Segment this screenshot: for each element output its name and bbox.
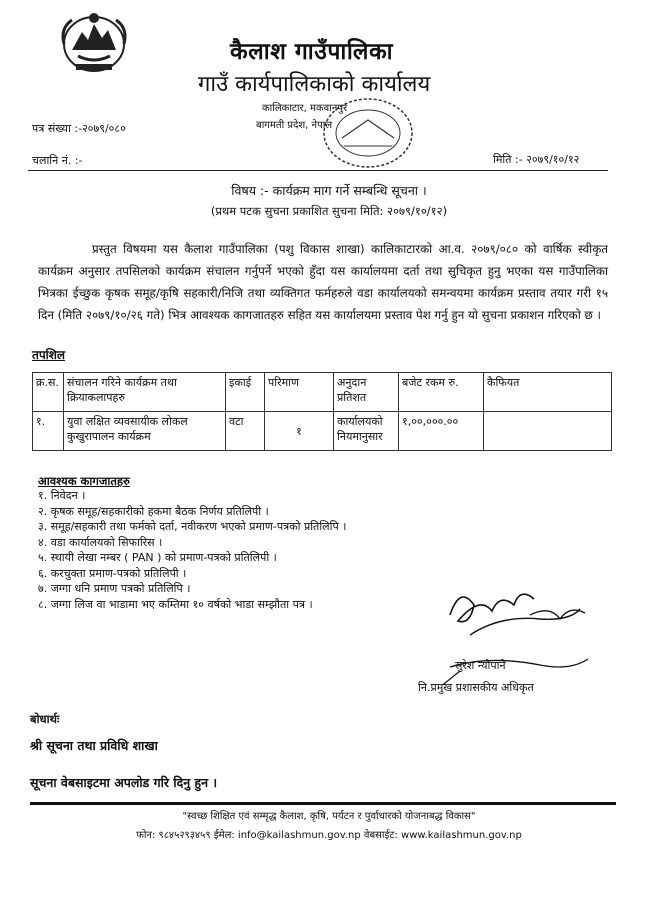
signatory-name: सुरेश न्यौपाने bbox=[455, 659, 506, 672]
distribution-label: बोधार्थः bbox=[30, 712, 60, 726]
table-header: परिमाण bbox=[265, 373, 334, 412]
office-stamp bbox=[320, 94, 416, 172]
distribution-recipient: श्री सूचना तथा प्रविधि शाखा bbox=[30, 738, 158, 753]
documents-title: आवश्यक कागजातहरु bbox=[38, 474, 130, 488]
letter-number: पत्र संख्या :-२०७९/०८० bbox=[32, 122, 126, 135]
table-cell: १. bbox=[33, 412, 64, 451]
header-divider bbox=[28, 170, 608, 171]
table-row bbox=[33, 412, 612, 451]
list-item: १. निवेदन । bbox=[38, 489, 86, 502]
footer-slogan: "स्वच्छ शिक्षित एवं सम्मृद्ध कैलाश, कृषि, पर्यटन र पुर्वाधारको योजनाबद्ध विकास" bbox=[182, 811, 476, 822]
table-header: अनुदान प्रतिशत bbox=[334, 373, 399, 412]
list-item: ३. समूह/सहकारी तथा फर्मको दर्ता, नवीकरण भएको प्रमाण-पत्रको प्रतिलिपि । bbox=[38, 520, 347, 533]
distribution-instruction: सूचना वेबसाइटमा अपलोड गरि दिनु हुन । bbox=[30, 775, 218, 790]
list-item: ७. जग्गा धनि प्रमाण पत्रको प्रतिलिपि । bbox=[38, 582, 191, 595]
list-item: ८. जग्गा लिज वा भाडामा भए कम्तिमा १० वर्षको भाडा सम्झौता पत्र । bbox=[38, 597, 313, 611]
address-line-1: कालिकाटार, मकवानपुर bbox=[262, 103, 348, 114]
list-item: ५. स्थायी लेखा नम्बर ( PAN ) को प्रमाण-पत्रको प्रतिलिपी । bbox=[38, 551, 277, 564]
table-cell: १ bbox=[265, 412, 334, 451]
list-item: ४. वडा कार्यालयको सिफारिस । bbox=[38, 535, 163, 549]
table-cell: १,००,०००.०० bbox=[399, 412, 484, 451]
subject-line: विषय :- कार्यक्रम माग गर्ने सम्बन्धि सूचना । bbox=[231, 183, 427, 198]
documents-list bbox=[38, 488, 346, 612]
table-title: तपशिल bbox=[32, 348, 66, 362]
dispatch-number: चलानि नं. :- bbox=[32, 154, 83, 167]
office-subtitle: गाउँ कार्यपालिकाको कार्यालय bbox=[198, 72, 431, 97]
table-header: कैफियत bbox=[484, 373, 612, 412]
table-header: बजेट रकम रु. bbox=[399, 373, 484, 412]
table-header: संचालन गरिने कार्यक्रम तथा क्रियाकलापहरु bbox=[64, 373, 226, 412]
table-header: इकाई bbox=[226, 373, 265, 412]
office-name: कैलाश गाउँपालिका bbox=[230, 39, 394, 65]
table-cell: वटा bbox=[226, 412, 265, 451]
list-item: ६. करचुक्ता प्रमाण-पत्रको प्रतिलिपी । bbox=[38, 566, 187, 580]
table-header: क्र.स. bbox=[33, 373, 64, 412]
letter-date: मिति :- २०७९/१०/१२ bbox=[493, 153, 580, 166]
table-header-row bbox=[33, 373, 612, 412]
signatory-role: नि.प्रमुख प्रशासकीय अधिकृत bbox=[418, 681, 534, 694]
program-table bbox=[32, 372, 612, 451]
nepal-emblem-logo bbox=[58, 10, 130, 74]
list-item: २. कृषक समूह/सहकारीको हकमा बैठक निर्णय प्रतिलिपी । bbox=[38, 504, 269, 518]
table-cell: कार्यालयको नियमानुसार bbox=[334, 412, 399, 451]
subject-subline: (प्रथम पटक सुचना प्रकाशित सुचना मिति: २०७९/१०/१२) bbox=[210, 204, 448, 218]
handwritten-signature bbox=[430, 575, 590, 685]
table-cell bbox=[484, 412, 612, 451]
address-line-2: बागमती प्रदेश, नेपाल bbox=[256, 120, 333, 131]
footer-divider bbox=[30, 802, 616, 805]
footer-contact: फोन: ९८४५२९३४५९ ईमेल: info@kailashmun.gov.np वेबसाईट: www.kailashmun.gov.np bbox=[136, 830, 522, 841]
notice-body: प्रस्तुत विषयमा यस कैलाश गाउँपालिका (पशु विकास शाखा) कालिकाटारको आ.व. २०७९/०८० को वार्षिक स्वीकृत कार्यक्रम अनुसार तपसिलको कार्यक्रम संचालन गर्नुपर्ने भएको हुँदा यस कार्यालयमा दर्ता तथा सुचिकृत हुनु भएका यस गाउँपालिका भित्रका ईच्छुक कृषक समूह/कृषि सहकारी/निजि तथा व्यक्तिगत फर्महरुले वडा कार्यालयको समन्वयमा कार्यक्रम प्रस्ताव तयार गरी १५ दिन (मिति २०७९/१०/२६ गते) भित्र आवश्यक कागजातहरु सहित यस कार्यालयमा प्रस्ताव पेश गर्नु हुन यो सुचना प्रकाशन गरिएको छ । bbox=[38, 242, 608, 322]
table-cell: युवा लक्षित व्यवसायीक लोकल कुखुरापालन कार्यक्रम bbox=[64, 412, 226, 451]
